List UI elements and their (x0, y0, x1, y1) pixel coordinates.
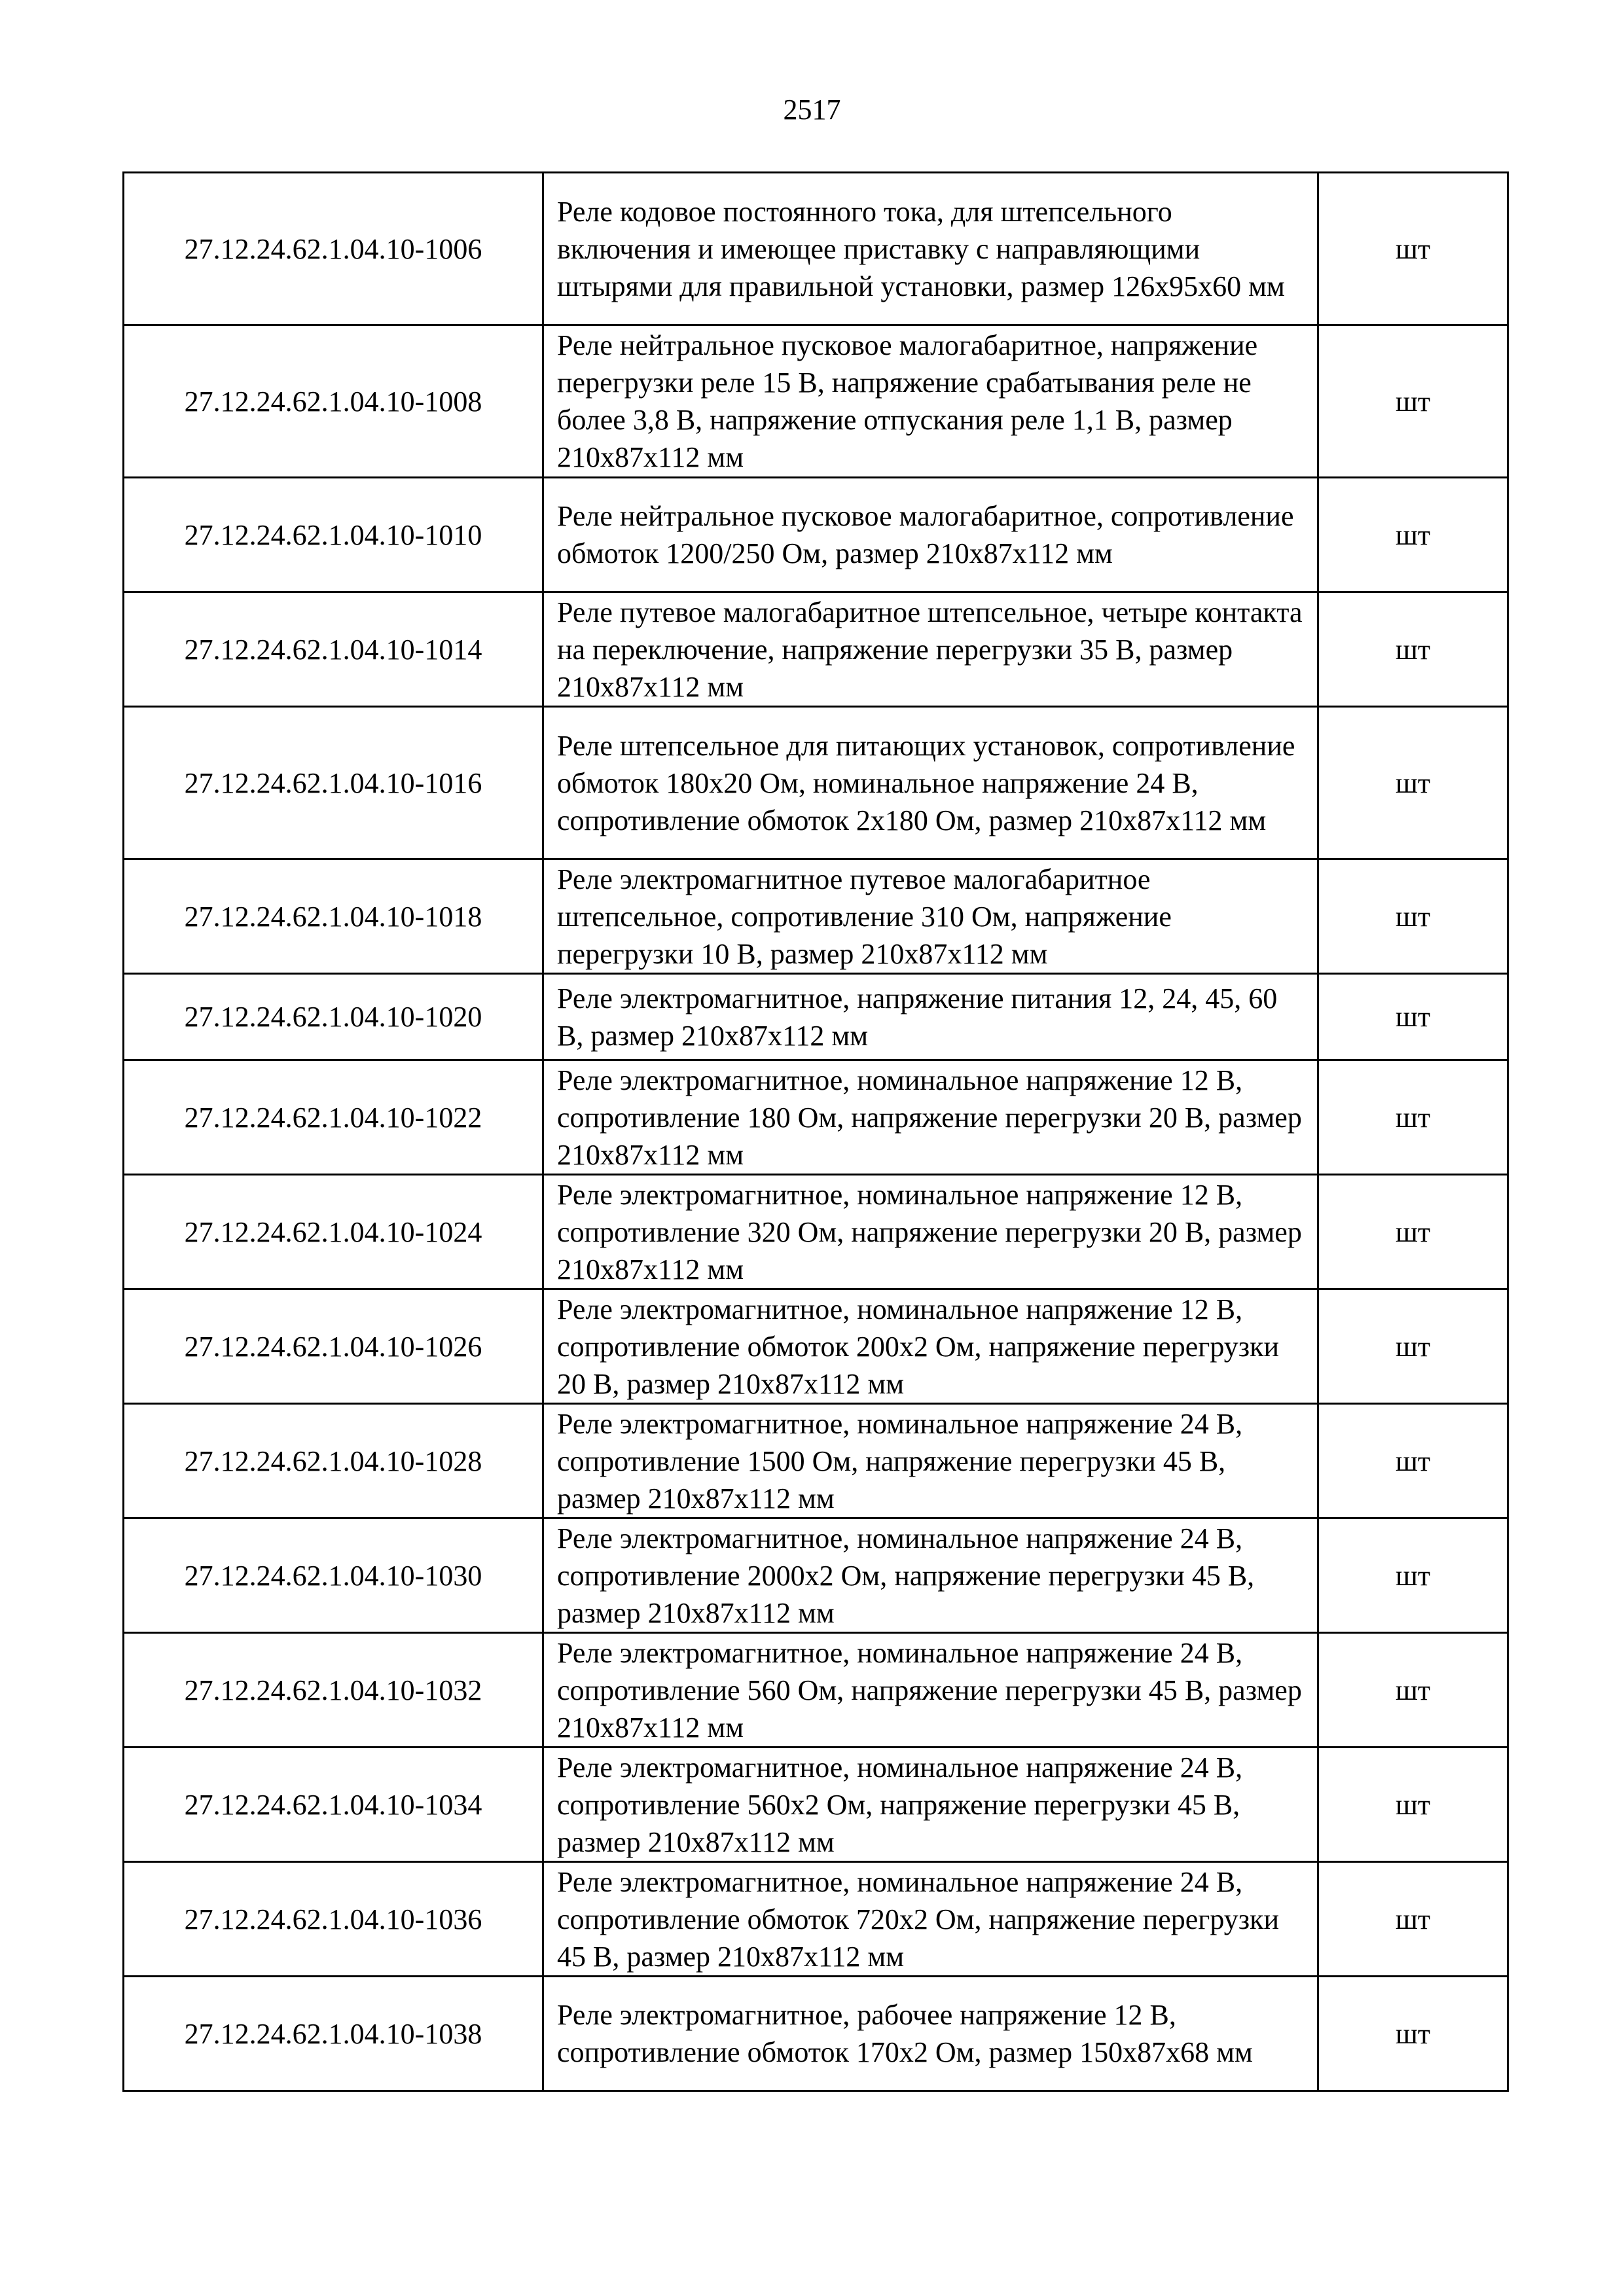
table-row (124, 1060, 1508, 1175)
unit-of-measure: шт (1318, 859, 1508, 974)
resource-code: 27.12.24.62.1.04.10-1034 (124, 1748, 543, 1862)
resource-code: 27.12.24.62.1.04.10-1020 (124, 974, 543, 1060)
resource-code: 27.12.24.62.1.04.10-1006 (124, 173, 543, 325)
table-row (124, 478, 1508, 592)
unit-of-measure: шт (1318, 707, 1508, 859)
unit-of-measure: шт (1318, 325, 1508, 478)
table-row (124, 592, 1508, 707)
table-row (124, 1175, 1508, 1289)
catalog-table (122, 171, 1509, 2092)
table-row (124, 974, 1508, 1060)
resource-code: 27.12.24.62.1.04.10-1008 (124, 325, 543, 478)
resource-description: Реле электромагнитное, напряжение питания 12, 24, 45, 60 В, размер 210х87х112 мм (543, 974, 1318, 1060)
resource-code: 27.12.24.62.1.04.10-1014 (124, 592, 543, 707)
table-row (124, 859, 1508, 974)
table-row (124, 1518, 1508, 1633)
table-row (124, 1977, 1508, 2091)
resource-description: Реле электромагнитное, номинальное напряжение 24 В, сопротивление 2000х2 Ом, напряжение перегрузки 45 В, размер 210х87х112 мм (543, 1518, 1318, 1633)
resource-description: Реле электромагнитное, номинальное напряжение 12 В, сопротивление обмоток 200х2 Ом, напряжение перегрузки 20 В, размер 210х87х112 мм (543, 1289, 1318, 1404)
resource-code: 27.12.24.62.1.04.10-1022 (124, 1060, 543, 1175)
unit-of-measure: шт (1318, 1175, 1508, 1289)
resource-description: Реле электромагнитное, номинальное напряжение 24 В, сопротивление 560х2 Ом, напряжение перегрузки 45 В, размер 210х87х112 мм (543, 1748, 1318, 1862)
resource-code: 27.12.24.62.1.04.10-1038 (124, 1977, 543, 2091)
table-row (124, 1748, 1508, 1862)
unit-of-measure: шт (1318, 173, 1508, 325)
resource-description: Реле электромагнитное, номинальное напряжение 24 В, сопротивление 560 Ом, напряжение перегрузки 45 В, размер 210х87х112 мм (543, 1633, 1318, 1748)
unit-of-measure: шт (1318, 1633, 1508, 1748)
table-row (124, 325, 1508, 478)
unit-of-measure: шт (1318, 1748, 1508, 1862)
unit-of-measure: шт (1318, 478, 1508, 592)
page-number: 2517 (783, 94, 841, 126)
resource-code: 27.12.24.62.1.04.10-1026 (124, 1289, 543, 1404)
unit-of-measure: шт (1318, 1404, 1508, 1518)
resource-description: Реле электромагнитное, рабочее напряжение 12 В, сопротивление обмоток 170х2 Ом, размер 150х87х68 мм (543, 1977, 1318, 2091)
resource-description: Реле электромагнитное, номинальное напряжение 24 В, сопротивление обмоток 720х2 Ом, напряжение перегрузки 45 В, размер 210х87х112 мм (543, 1862, 1318, 1977)
resource-description: Реле электромагнитное путевое малогабаритное штепсельное, сопротивление 310 Ом, напряжение перегрузки 10 В, размер 210х87х112 мм (543, 859, 1318, 974)
resource-code: 27.12.24.62.1.04.10-1036 (124, 1862, 543, 1977)
unit-of-measure: шт (1318, 592, 1508, 707)
resource-code: 27.12.24.62.1.04.10-1010 (124, 478, 543, 592)
unit-of-measure: шт (1318, 1518, 1508, 1633)
resource-description: Реле нейтральное пусковое малогабаритное, сопротивление обмоток 1200/250 Ом, размер 210х87х112 мм (543, 478, 1318, 592)
resource-code: 27.12.24.62.1.04.10-1018 (124, 859, 543, 974)
table-row (124, 707, 1508, 859)
unit-of-measure: шт (1318, 1060, 1508, 1175)
resource-description: Реле электромагнитное, номинальное напряжение 12 В, сопротивление 320 Ом, напряжение перегрузки 20 В, размер 210х87х112 мм (543, 1175, 1318, 1289)
resource-description: Реле электромагнитное, номинальное напряжение 24 В, сопротивление 1500 Ом, напряжение перегрузки 45 В, размер 210х87х112 мм (543, 1404, 1318, 1518)
table-row (124, 1289, 1508, 1404)
unit-of-measure: шт (1318, 974, 1508, 1060)
resource-code: 27.12.24.62.1.04.10-1028 (124, 1404, 543, 1518)
resource-description: Реле кодовое постоянного тока, для штепсельного включения и имеющее приставку с направляющими штырями для правильной установки, размер 126х95х60 мм (543, 173, 1318, 325)
resource-code: 27.12.24.62.1.04.10-1024 (124, 1175, 543, 1289)
resource-description: Реле путевое малогабаритное штепсельное, четыре контакта на переключение, напряжение перегрузки 35 В, размер 210х87х112 мм (543, 592, 1318, 707)
table-row (124, 1862, 1508, 1977)
table-row (124, 1404, 1508, 1518)
resource-description: Реле нейтральное пусковое малогабаритное, напряжение перегрузки реле 15 В, напряжение срабатывания реле не более 3,8 В, напряжение отпускания реле 1,1 В, размер 210х87х112 мм (543, 325, 1318, 478)
resource-code: 27.12.24.62.1.04.10-1016 (124, 707, 543, 859)
table-row (124, 173, 1508, 325)
resource-description: Реле штепсельное для питающих установок, сопротивление обмоток 180х20 Ом, номинальное напряжение 24 В, сопротивление обмоток 2х180 Ом, размер 210х87х112 мм (543, 707, 1318, 859)
unit-of-measure: шт (1318, 1977, 1508, 2091)
unit-of-measure: шт (1318, 1289, 1508, 1404)
resource-description: Реле электромагнитное, номинальное напряжение 12 В, сопротивление 180 Ом, напряжение перегрузки 20 В, размер 210х87х112 мм (543, 1060, 1318, 1175)
unit-of-measure: шт (1318, 1862, 1508, 1977)
resource-code: 27.12.24.62.1.04.10-1030 (124, 1518, 543, 1633)
table-row (124, 1633, 1508, 1748)
resource-code: 27.12.24.62.1.04.10-1032 (124, 1633, 543, 1748)
catalog-table-body (124, 173, 1508, 2091)
